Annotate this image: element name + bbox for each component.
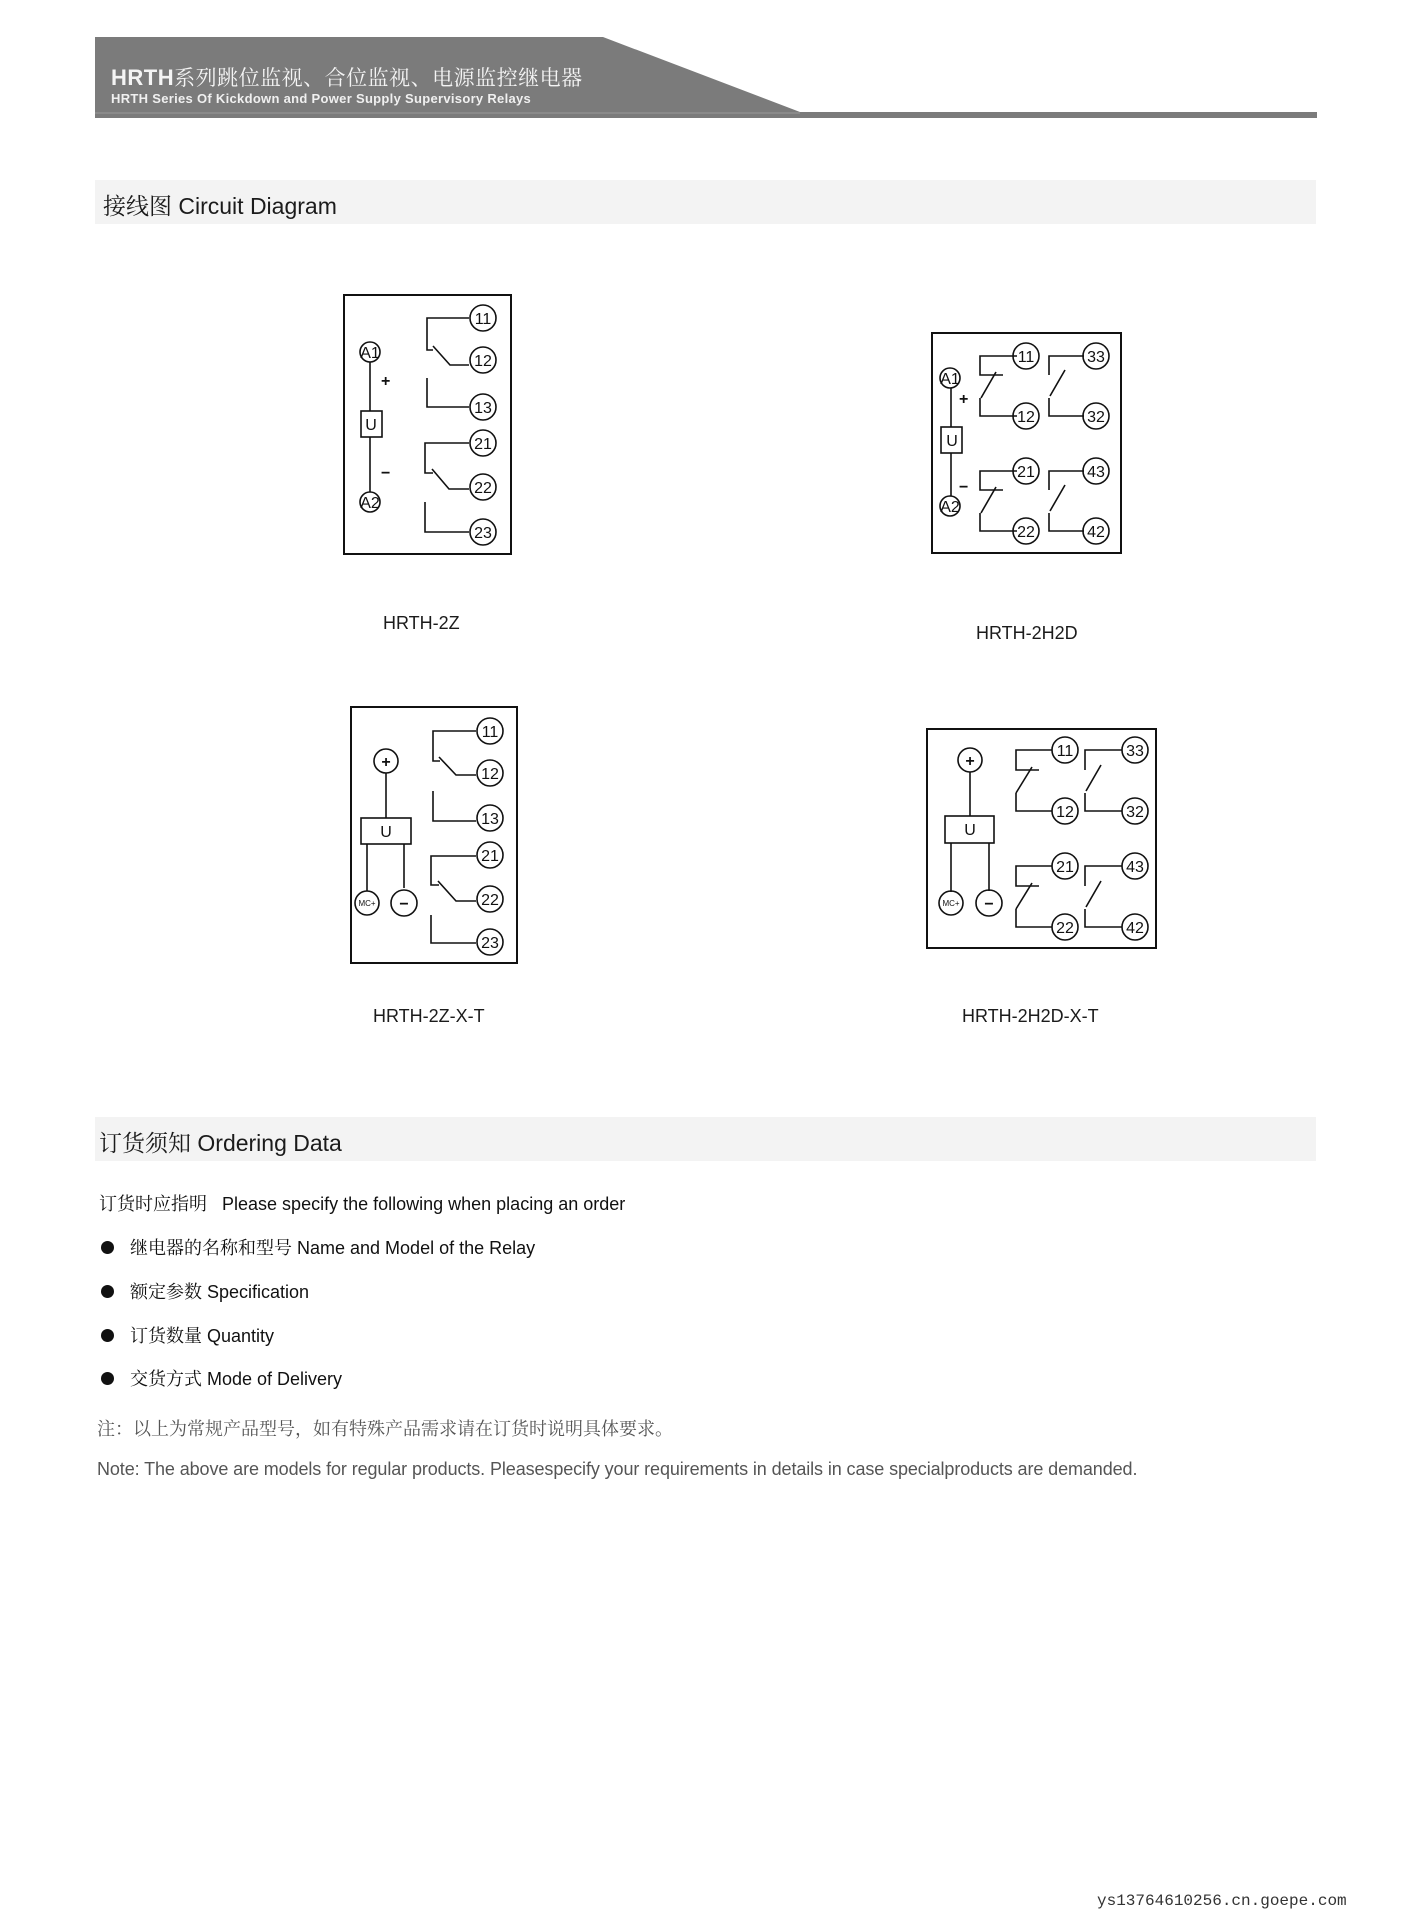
ordering-intro: [99, 1190, 625, 1216]
label-21: 21: [1056, 859, 1074, 876]
ordering-item: 继电器的名称和型号 Name and Model of the Relay: [101, 1234, 535, 1260]
label-minus: −: [984, 896, 994, 913]
label-21: 21: [481, 848, 499, 865]
ordering-intro-cn: 订货时应指明: [99, 1194, 207, 1214]
label-minus: −: [381, 465, 391, 482]
label-minus: −: [399, 896, 409, 913]
label-coil: U: [365, 417, 377, 434]
model-label-hrth-2z: HRTH-2Z: [383, 613, 460, 633]
label-42: 42: [1087, 524, 1105, 541]
label-32: 32: [1087, 409, 1105, 426]
label-plus: +: [965, 753, 975, 770]
header-subtitle: HRTH Series Of Kickdown and Power Supply Supervisory Relays: [111, 91, 532, 106]
model-label-hrth-2z-x-t: HRTH-2Z-X-T: [373, 1006, 485, 1026]
watermark: ys13764610256.cn.goepe.com: [1097, 1892, 1347, 1910]
label-plus: +: [959, 391, 969, 408]
bullet-icon: [101, 1372, 114, 1385]
ordering-section-title: 订货须知 Ordering Data: [99, 1130, 342, 1156]
label-minus: −: [959, 479, 969, 496]
diagram-frame: [927, 729, 1156, 948]
note-en: Note: The above are models for regular products. Pleasespecify your requirements in details in case specialproducts are demanded.: [97, 1459, 1138, 1479]
label-33: 33: [1126, 743, 1144, 760]
label-13: 13: [474, 400, 492, 417]
ordering-item: 交货方式 Mode of Delivery: [101, 1365, 342, 1391]
label-12: 12: [1056, 804, 1074, 821]
label-11: 11: [1017, 349, 1035, 366]
ordering-intro-en: Please specify the following when placing an order: [222, 1194, 626, 1214]
bullet-icon: [101, 1241, 114, 1254]
label-a2: A2: [360, 495, 380, 512]
label-22: 22: [481, 892, 499, 909]
ordering-item: 额定参数 Specification: [101, 1278, 309, 1304]
label-plus: +: [381, 373, 391, 390]
label-11: 11: [474, 311, 492, 328]
label-22: 22: [1017, 524, 1035, 541]
label-43: 43: [1087, 464, 1105, 481]
label-32: 32: [1126, 804, 1144, 821]
header-title: HRTH系列跳位监视、合位监视、电源监控继电器: [111, 65, 583, 90]
label-coil: U: [946, 433, 958, 450]
label-43: 43: [1126, 859, 1144, 876]
label-22: 22: [474, 480, 492, 497]
label-21: 21: [1017, 464, 1035, 481]
note-cn: 注：以上为常规产品型号，如有特殊产品需求请在订货时说明具体要求。: [97, 1419, 673, 1439]
label-mc-plus: MC+: [942, 899, 960, 908]
model-label-hrth-2h2d-x-t: HRTH-2H2D-X-T: [962, 1006, 1099, 1026]
label-21: 21: [474, 436, 492, 453]
label-42: 42: [1126, 920, 1144, 937]
label-12: 12: [1017, 409, 1035, 426]
bullet-icon: [101, 1329, 114, 1342]
label-a1: A1: [360, 345, 380, 362]
label-11: 11: [481, 724, 499, 741]
label-a1: A1: [940, 371, 960, 388]
label-mc-plus: MC+: [358, 899, 376, 908]
label-23: 23: [474, 525, 492, 542]
bullet-icon: [101, 1285, 114, 1298]
label-22: 22: [1056, 920, 1074, 937]
label-11: 11: [1056, 743, 1074, 760]
label-plus: +: [381, 754, 391, 771]
label-a2: A2: [940, 499, 960, 516]
label-23: 23: [481, 935, 499, 952]
label-coil: U: [380, 824, 392, 841]
label-13: 13: [481, 811, 499, 828]
label-coil: U: [964, 822, 976, 839]
model-label-hrth-2h2d: HRTH-2H2D: [976, 623, 1078, 643]
ordering-item: 订货数量 Quantity: [101, 1322, 274, 1348]
label-33: 33: [1087, 349, 1105, 366]
label-12: 12: [474, 353, 492, 370]
label-12: 12: [481, 766, 499, 783]
circuit-section-title: 接线图 Circuit Diagram: [103, 193, 337, 219]
